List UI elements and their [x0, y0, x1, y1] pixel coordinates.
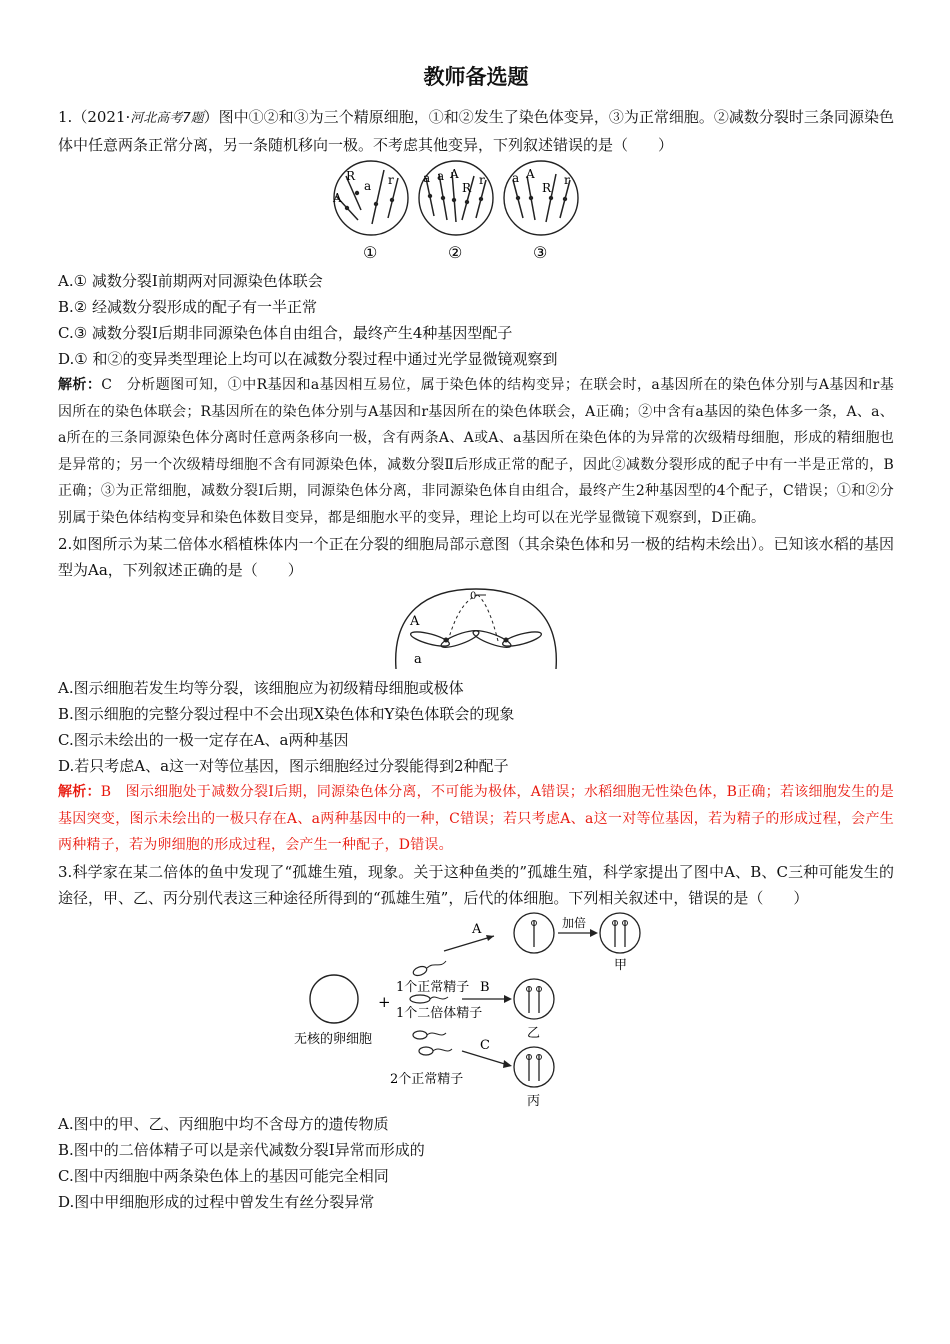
cell-jia-label: 甲	[614, 957, 628, 973]
question-3-stem: 3.科学家在某二倍体的鱼中发现了“孤雄生殖，现象。关于这种鱼类的”孤雄生殖，科学家提出了图中A、B、C三种可能发生的途径，甲、乙、丙分别代表这三种途径所得到的“孤雄生殖”，后代的体细胞。下列相关叙述中，错误的是（ ）	[58, 862, 894, 907]
gene-label-A: A	[410, 614, 420, 629]
question-1-source: 河北高考7题	[130, 111, 204, 126]
cell-2-gene-R: R	[462, 181, 472, 195]
path-b-label: B	[480, 979, 490, 995]
q1-analysis-text: C 分析题图可知，①中R基因和a基因相互易位，属于染色体的结构变异；在联会时，a基因所在的染色体分别与A基因和r基因所在的染色体联会；R基因所在的染色体分别与A基因和r基因所在的染色体联会，A正确；②中含有a基因的染色体多一条，A、a、a所在的三条同源染色体分离时任意两条移向一极，含有两条A、A或A、a基因所在染色体的为异常的次级精母细胞，形成的精细胞也是异常的；另一个次级精母细胞不含有同源染色体，减数分裂Ⅱ后形成正常的配子，因此②减数分裂形成的配子中有一半是正常的，B正确；③为正常细胞，减数分裂Ⅰ后期，同源染色体分离，非同源染色体自由组合，最终产生2种基因型的4个配子，C错误；①和②分别属于染色体结构变异和染色体数目变异，都是细胞水平的变异，理论上均可以在光学显微镜下观察到，D正确。	[58, 377, 894, 526]
doubling-label: 加倍	[562, 915, 587, 930]
q1-analysis	[58, 372, 894, 531]
figure-2-dividing-cell	[386, 583, 566, 675]
cell-2-gene-r: r	[479, 173, 485, 187]
gene-label-a: a	[414, 652, 422, 667]
cell-1-gene-A: A	[333, 191, 342, 205]
q1-analysis-label: 解析：	[58, 377, 102, 393]
q2-option-c: C.图示未绘出的一极一定存在A、a两种基因	[58, 731, 349, 749]
cell-bing	[514, 1047, 554, 1087]
cell-yi	[514, 979, 554, 1019]
q2-option-b: B.图示细胞的完整分裂过程中不会出现X染色体和Y染色体联会的现象	[58, 705, 515, 723]
cell-jia	[600, 913, 640, 953]
page-title: 教师备选题	[423, 65, 529, 89]
question-1-source-close: ）	[203, 108, 219, 126]
question-1-source-open: （2021·	[72, 108, 131, 126]
q2-analysis-text: B 图示细胞处于减数分裂Ⅰ后期，同源染色体分离，不可能为极体，A错误；水稻细胞无性染色体，B正确；若该细胞发生的是基因突变，图示未绘出的一极只存在A、a两种基因中的一种，C错误；若只考虑A、a这一对等位基因，若为精子的形成过程，会产生两种精子，若为卵细胞的形成过程，会产生一种配子，D错误。	[58, 784, 894, 853]
question-2-stem: 2.如图所示为某二倍体水稻植株体内一个正在分裂的细胞局部示意图（其余染色体和另一极的结构未绘出）。已知该水稻的基因型为Aa，下列叙述正确的是（ ）	[58, 535, 894, 579]
sperm-normal-1-label: 1个正常精子	[396, 979, 470, 995]
cell-3-gene-A: A	[526, 167, 535, 181]
cell-2-gene-a-2: a	[437, 169, 445, 183]
cell-1-label: ①	[363, 243, 378, 262]
path-a-label: A	[472, 921, 482, 937]
egg-label: 无核的卵细胞	[294, 1031, 373, 1047]
cell-3-gene-R: R	[542, 181, 552, 195]
cell-3	[504, 161, 578, 262]
q3-option-a: A.图中的甲、乙、丙细胞中均不含母方的遗传物质	[58, 1114, 389, 1133]
q2-analysis-label: 解析：	[58, 784, 101, 800]
q3-option-b: B.图中的二倍体精子可以是亲代减数分裂Ⅰ异常而形成的	[58, 1140, 425, 1159]
figure-1-spermatogonia	[316, 158, 636, 268]
q2-option-a: A.图示细胞若发生均等分裂，该细胞应为初级精母细胞或极体	[58, 679, 464, 697]
q2-analysis	[58, 779, 894, 859]
question-1-stem	[58, 104, 894, 158]
cell-3-gene-a: a	[512, 171, 520, 185]
q1-option-b: B.② 经减数分裂形成的配子有一半正常	[58, 298, 318, 316]
q3-option-c: C.图中丙细胞中两条染色体上的基因可能完全相同	[58, 1166, 389, 1185]
path-c-label: C	[480, 1037, 490, 1053]
cell-2-label: ②	[448, 243, 463, 262]
plus-sign: +	[378, 992, 391, 1011]
centrosome-mark: 0	[470, 591, 477, 602]
cell-1-gene-r: r	[388, 173, 394, 187]
cell-1	[332, 161, 408, 262]
sperm-diploid-label: 1个二倍体精子	[396, 1005, 483, 1021]
cell-2-gene-a-1: a	[423, 171, 431, 185]
cell-3-gene-r: r	[564, 173, 570, 187]
q3-option-d: D.图中甲细胞形成的过程中曾发生有丝分裂异常	[58, 1192, 375, 1211]
page	[58, 60, 894, 1215]
q1-option-d: D.① 和②的变异类型理论上均可以在减数分裂过程中通过光学显微镜观察到	[58, 350, 558, 368]
q1-option-a: A.① 减数分裂Ⅰ前期两对同源染色体联会	[58, 272, 323, 290]
cell-1-gene-R: R	[346, 169, 356, 183]
cell-bing-label: 丙	[527, 1093, 541, 1109]
cell-3-label: ③	[533, 243, 548, 262]
cell-1-gene-a: a	[364, 179, 372, 193]
q1-option-c: C.③ 减数分裂Ⅰ后期非同源染色体自由组合，最终产生4种基因型配子	[58, 324, 513, 342]
cell-2	[419, 161, 493, 262]
q2-option-d: D.若只考虑A、a这一对等位基因，图示细胞经过分裂能得到2种配子	[58, 757, 509, 775]
sperm-two-label: 2个正常精子	[390, 1071, 464, 1087]
figure-3-androgenesis	[294, 911, 674, 1111]
cell-yi-label: 乙	[527, 1025, 541, 1041]
enucleated-egg	[310, 975, 358, 1023]
question-1-text: 图中①②和③为三个精原细胞，①和②发生了染色体变异，③为正常细胞。②减数分裂时三条同源染色体中任意两条正常分离，另一条随机移向一极。不考虑其他变异，下列叙述错误的是（ ）	[58, 108, 894, 154]
cell-2-gene-A: A	[450, 167, 459, 181]
question-1-number: 1.	[58, 108, 73, 126]
